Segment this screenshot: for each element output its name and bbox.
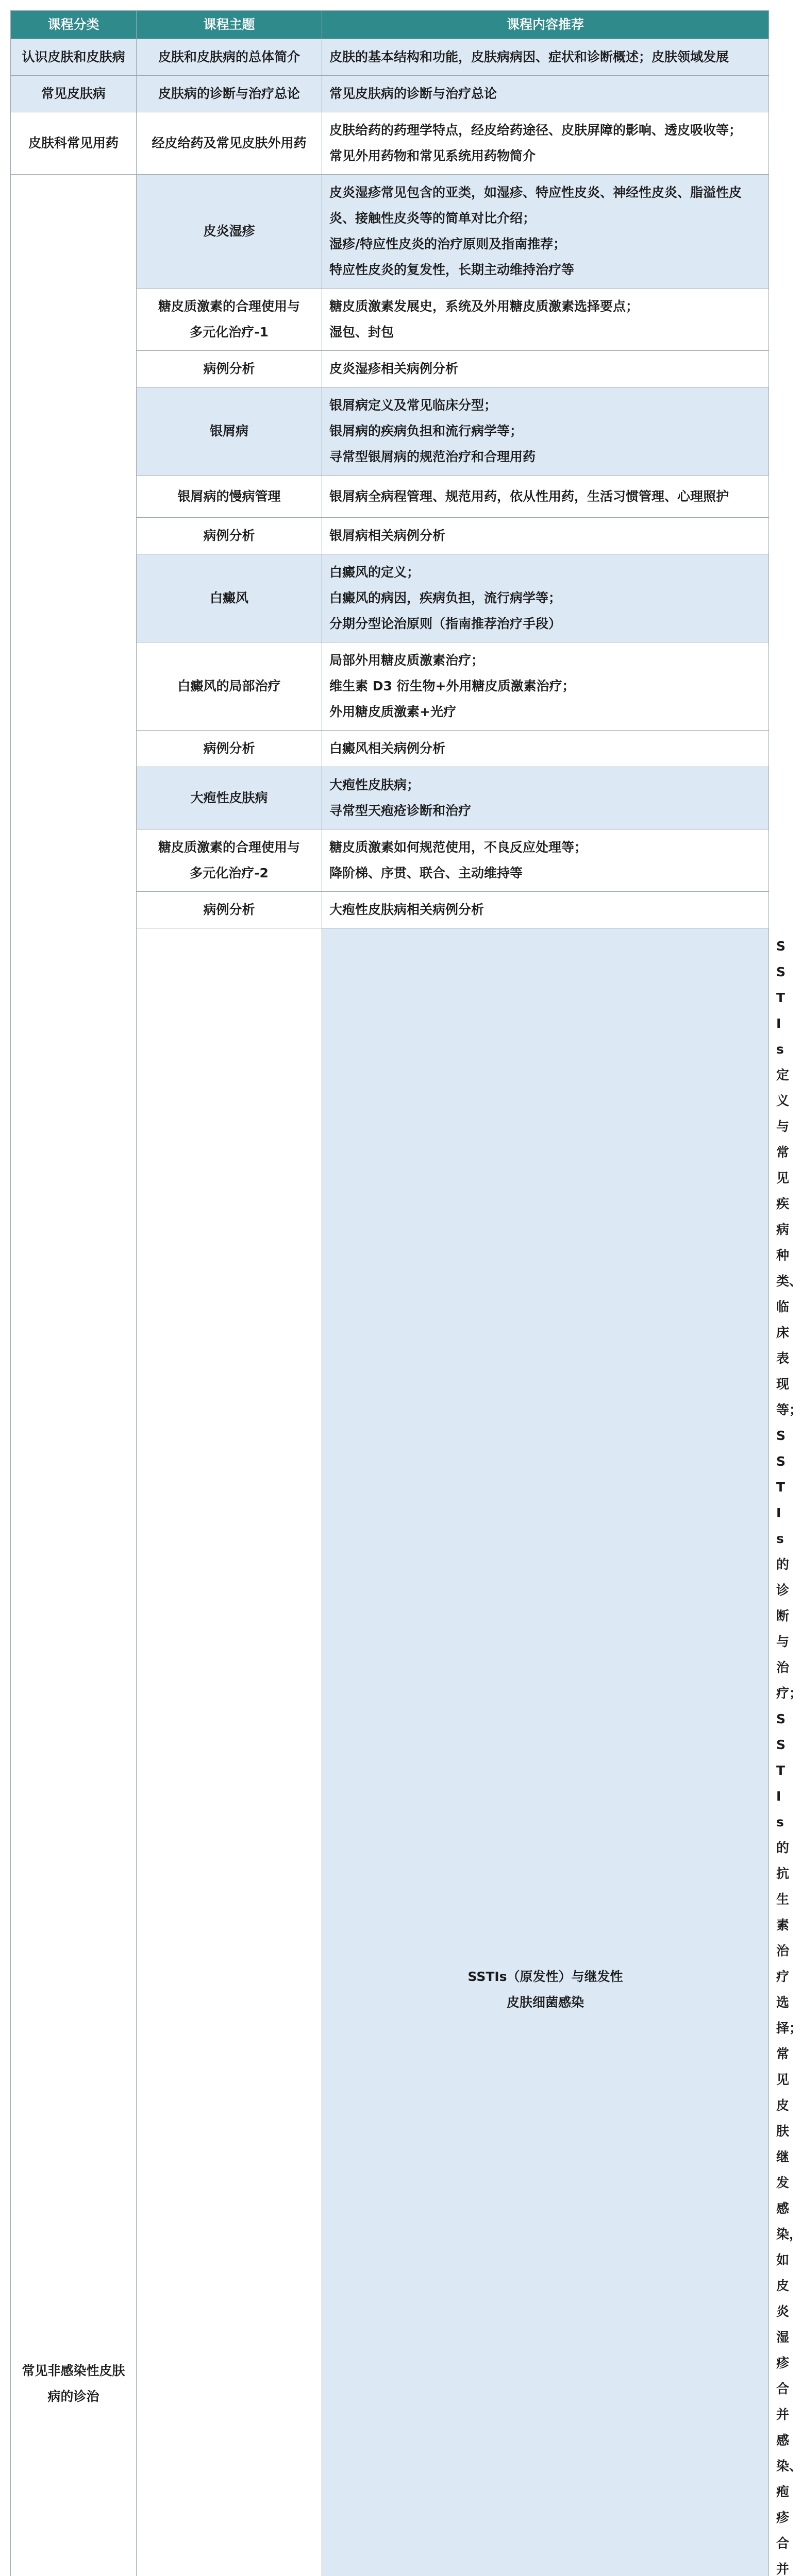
topic-cell bbox=[137, 892, 322, 928]
topic-cell bbox=[137, 642, 322, 731]
content-cell bbox=[322, 175, 769, 289]
content-line: 寻常型天疱疮诊断和治疗 bbox=[329, 798, 761, 824]
topic-cell bbox=[137, 289, 322, 351]
topic-cell bbox=[137, 476, 322, 518]
content-cell bbox=[322, 518, 769, 554]
content-cell bbox=[322, 289, 769, 351]
topic-line: 银屑病的慢病管理 bbox=[144, 484, 314, 510]
content-line: 外用糖皮质激素+光疗 bbox=[329, 699, 761, 725]
content-cell bbox=[322, 39, 769, 76]
table-row: SSTIs（原发性）与继发性 皮肤细菌感染 SSTIs 定义与常见疾病种类、临床表现等； SSTIs 的诊断与治疗； SSTIs 的抗生素治疗选择； 常见皮肤继发感染，如皮炎湿疹合并感染、疱疹合并 bbox=[11, 928, 769, 2576]
content-cell bbox=[322, 387, 769, 476]
topic-line: 经皮给药及常见皮肤外用药 bbox=[144, 130, 314, 156]
topic-cell bbox=[137, 387, 322, 476]
topic-cell bbox=[137, 112, 322, 175]
topic-cell bbox=[137, 767, 322, 829]
topic-cell bbox=[137, 39, 322, 76]
topic-cell bbox=[137, 518, 322, 554]
table-body bbox=[11, 39, 769, 2576]
topic-line: SSTIs（原发性）与继发性 bbox=[329, 1964, 761, 1990]
content-line: 皮炎湿疹相关病例分析 bbox=[329, 356, 761, 382]
topic-line: 皮肤病的诊断与治疗总论 bbox=[144, 81, 314, 107]
content-line: 银屑病定义及常见临床分型； bbox=[329, 393, 761, 418]
table-row bbox=[11, 175, 769, 289]
content-line: 湿疹/特应性皮炎的治疗原则及指南推荐； bbox=[329, 231, 761, 257]
content-cell bbox=[322, 892, 769, 928]
content-line: 皮肤的基本结构和功能，皮肤病病因、症状和诊断概述；皮肤领域发展 bbox=[329, 44, 761, 70]
content-line: 特应性皮炎的复发性，长期主动维持治疗等 bbox=[329, 257, 761, 283]
topic-cell bbox=[137, 175, 322, 289]
header-category: 课程分类 bbox=[11, 11, 137, 39]
topic-cell bbox=[137, 76, 322, 112]
topic-line: 糖皮质激素的合理使用与 bbox=[144, 835, 314, 860]
content-line: 湿包、封包 bbox=[329, 319, 761, 345]
content-line: 皮肤给药的药理学特点，经皮给药途径、皮肤屏障的影响、透皮吸收等； bbox=[329, 117, 761, 143]
topic-cell bbox=[137, 731, 322, 767]
table-header bbox=[11, 11, 769, 39]
content-line: 分期分型论治原则（指南推荐治疗手段） bbox=[329, 611, 761, 637]
content-line: 白癜风的定义； bbox=[329, 560, 761, 585]
content-cell bbox=[322, 476, 769, 518]
content-line: 银屑病全病程管理、规范用药，依从性用药，生活习惯管理、心理照护 bbox=[329, 484, 761, 510]
content-cell bbox=[322, 829, 769, 892]
content-line: 银屑病相关病例分析 bbox=[329, 523, 761, 549]
topic-line: 白癜风 bbox=[144, 585, 314, 611]
topic-cell bbox=[322, 928, 769, 2576]
category-cell: 常见皮肤病 bbox=[11, 76, 137, 112]
content-cell bbox=[322, 554, 769, 642]
topic-cell bbox=[137, 554, 322, 642]
table-row bbox=[11, 39, 769, 76]
content-line: 常见外用药物和常见系统用药物简介 bbox=[329, 143, 761, 169]
content-line: 大疱性皮肤病相关病例分析 bbox=[329, 897, 761, 923]
content-line: 白癜风相关病例分析 bbox=[329, 736, 761, 761]
content-line: 寻常型银屑病的规范治疗和合理用药 bbox=[329, 444, 761, 470]
topic-line: 糖皮质激素的合理使用与 bbox=[144, 294, 314, 319]
topic-line: 皮肤细菌感染 bbox=[329, 1990, 761, 2015]
content-line: 白癜风的病因，疾病负担，流行病学等； bbox=[329, 585, 761, 611]
content-line: 局部外用糖皮质激素治疗； bbox=[329, 648, 761, 673]
content-line: 常见皮肤病的诊断与治疗总论 bbox=[329, 81, 761, 107]
topic-cell bbox=[137, 829, 322, 892]
topic-line: 皮炎湿疹 bbox=[144, 218, 314, 244]
content-line: 大疱性皮肤病； bbox=[329, 772, 761, 798]
topic-cell bbox=[137, 351, 322, 387]
table-row bbox=[11, 76, 769, 112]
content-line: 糖皮质激素如何规范使用，不良反应处理等； bbox=[329, 835, 761, 860]
topic-line: 白癜风的局部治疗 bbox=[144, 673, 314, 699]
content-line: 降阶梯、序贯、联合、主动维持等 bbox=[329, 860, 761, 886]
content-cell bbox=[322, 731, 769, 767]
category-cell: 常见非感染性皮肤病的诊治 bbox=[11, 175, 137, 2576]
category-cell: 认识皮肤和皮肤病 bbox=[11, 39, 137, 76]
topic-line: 病例分析 bbox=[144, 523, 314, 549]
content-line: 银屑病的疾病负担和流行病学等； bbox=[329, 418, 761, 444]
content-cell bbox=[322, 642, 769, 731]
course-table bbox=[10, 10, 769, 2576]
topic-line: 多元化治疗-1 bbox=[144, 319, 314, 345]
topic-line: 银屑病 bbox=[144, 418, 314, 444]
topic-line: 大疱性皮肤病 bbox=[144, 785, 314, 811]
topic-line: 病例分析 bbox=[144, 897, 314, 923]
content-cell bbox=[322, 76, 769, 112]
content-cell bbox=[322, 112, 769, 175]
content-cell bbox=[322, 351, 769, 387]
content-cell bbox=[322, 767, 769, 829]
topic-line: 病例分析 bbox=[144, 736, 314, 761]
content-line: 维生素 D3 衍生物+外用糖皮质激素治疗； bbox=[329, 673, 761, 699]
table-row bbox=[11, 112, 769, 175]
topic-line: 病例分析 bbox=[144, 356, 314, 382]
topic-line: 皮肤和皮肤病的总体简介 bbox=[144, 44, 314, 70]
header-row bbox=[11, 11, 769, 39]
category-cell bbox=[137, 928, 322, 2576]
header-topic: 课程主题 bbox=[137, 11, 322, 39]
content-line: 糖皮质激素发展史，系统及外用糖皮质激素选择要点； bbox=[329, 294, 761, 319]
topic-line: 多元化治疗-2 bbox=[144, 860, 314, 886]
category-cell: 皮肤科常见用药 bbox=[11, 112, 137, 175]
content-line: 皮炎湿疹常见包含的亚类，如湿疹、特应性皮炎、神经性皮炎、脂溢性皮炎、接触性皮炎等的简单对比介绍； bbox=[329, 180, 761, 231]
course-table-container bbox=[10, 10, 768, 2576]
header-content: 课程内容推荐 bbox=[322, 11, 769, 39]
